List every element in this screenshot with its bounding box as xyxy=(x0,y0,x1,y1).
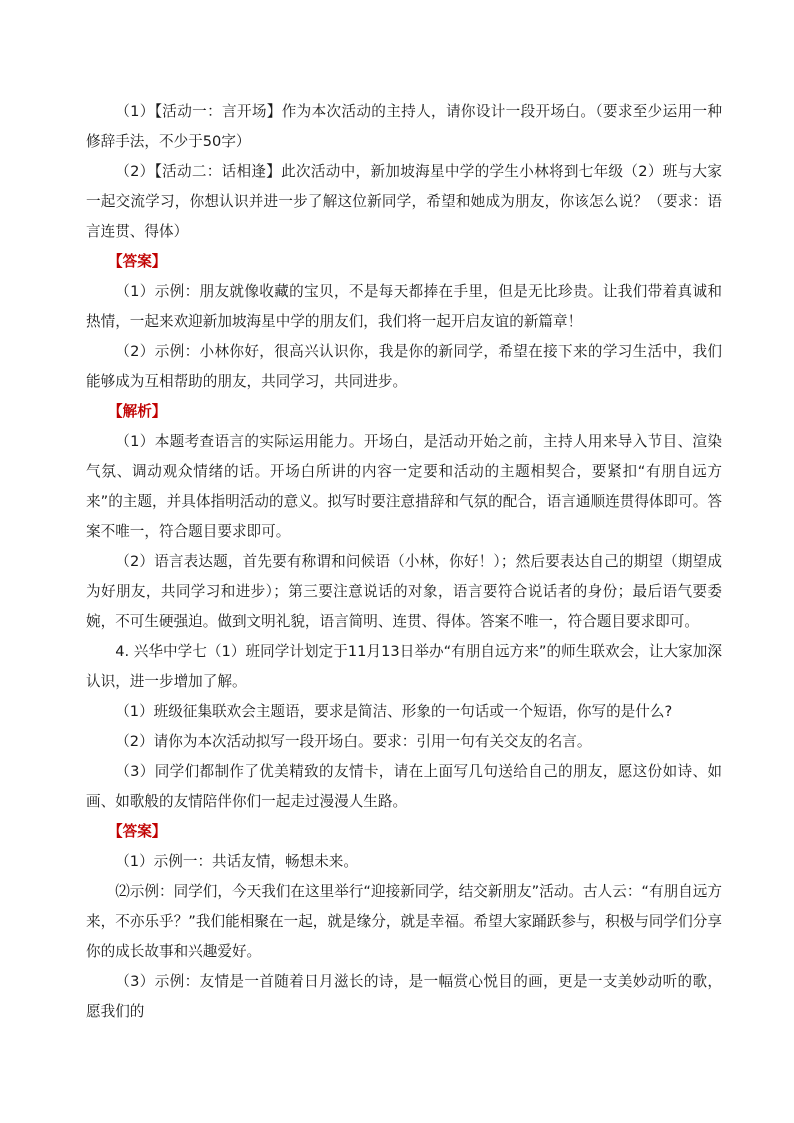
question-3-part-1: （1）【活动一：言开场】作为本次活动的主持人，请你设计一段开场白。（要求至少运用一种修辞手法，不少于50字） xyxy=(86,103,722,150)
analysis-label: 【解析】 xyxy=(108,403,167,420)
answer-label-2: 【答案】 xyxy=(108,823,167,840)
answer-2: （2）示例：小林你好，很高兴认识你，我是你的新同学，希望在接下来的学习生活中，我们能够成为互相帮助的朋友，共同学习，共同进步。 xyxy=(86,343,722,390)
analysis-1: （1）本题考查语言的实际运用能力。开场白，是活动开始之前，主持人用来导入节目、渲染气氛、调动观众情绪的话。开场白所讲的内容一定要和活动的主题相契合，要紧扣“有朋自远方来”的主题，并具体指明活动的意义。拟写时要注意措辞和气氛的配合，语言通顺连贯得体即可。答案不唯一，符合题目要求即可。 xyxy=(86,433,722,540)
question-4-part-2: （2）请你为本次活动拟写一段开场白。要求：引用一句有关交友的名言。 xyxy=(115,733,592,750)
question-3-part-2: （2）【活动二：话相逢】此次活动中，新加坡海星中学的学生小林将到七年级（2）班与大家一起交流学习，你想认识并进一步了解这位新同学，希望和她成为朋友，你该怎么说？（要求：语言连贯、得体） xyxy=(86,163,722,240)
answer-label: 【答案】 xyxy=(108,253,167,270)
document-body xyxy=(86,97,722,1027)
answer-1: （1）示例：朋友就像收藏的宝贝，不是每天都捧在手里，但是无比珍贵。让我们带着真诚和热情，一起来欢迎新加坡海星中学的朋友们，我们将一起开启友谊的新篇章！ xyxy=(86,283,722,330)
question-4-part-1: （1）班级征集联欢会主题语，要求是简洁、形象的一句话或一个短语，你写的是什么? xyxy=(115,703,673,720)
question-4-part-3: （3）同学们都制作了优美精致的友情卡，请在上面写几句送给自己的朋友，愿这份如诗、如画、如歌般的友情陪伴你们一起走过漫漫人生路。 xyxy=(86,763,722,810)
question-4-stem: 4. 兴华中学七（1）班同学计划定于11月13日举办“有朋自远方来”的师生联欢会，让大家加深认识，进一步增加了解。 xyxy=(86,643,722,690)
answer-4-2: ⑵示例：同学们，今天我们在这里举行“迎接新同学，结交新朋友”活动。古人云：“有朋自远方来，不亦乐乎？”我们能相聚在一起，就是缘分，就是幸福。希望大家踊跃参与，积极与同学们分享你的成长故事和兴趣爱好。 xyxy=(86,883,722,960)
answer-4-1: （1）示例一：共话友情，畅想未来。 xyxy=(115,853,358,870)
answer-4-3: （3）示例：友情是一首随着日月滋长的诗，是一幅赏心悦目的画，更是一支美妙动听的歌，愿我们的 xyxy=(86,973,722,1020)
analysis-2: （2）语言表达题，首先要有称谓和问候语（小林，你好！）；然后要表达自己的期望（期望成为好朋友，共同学习和进步）；第三要注意说话的对象，语言要符合说话者的身份；最后语气要委婉，不可生硬强迫。做到文明礼貌，语言简明、连贯、得体。答案不唯一，符合题目要求即可。 xyxy=(86,553,722,630)
